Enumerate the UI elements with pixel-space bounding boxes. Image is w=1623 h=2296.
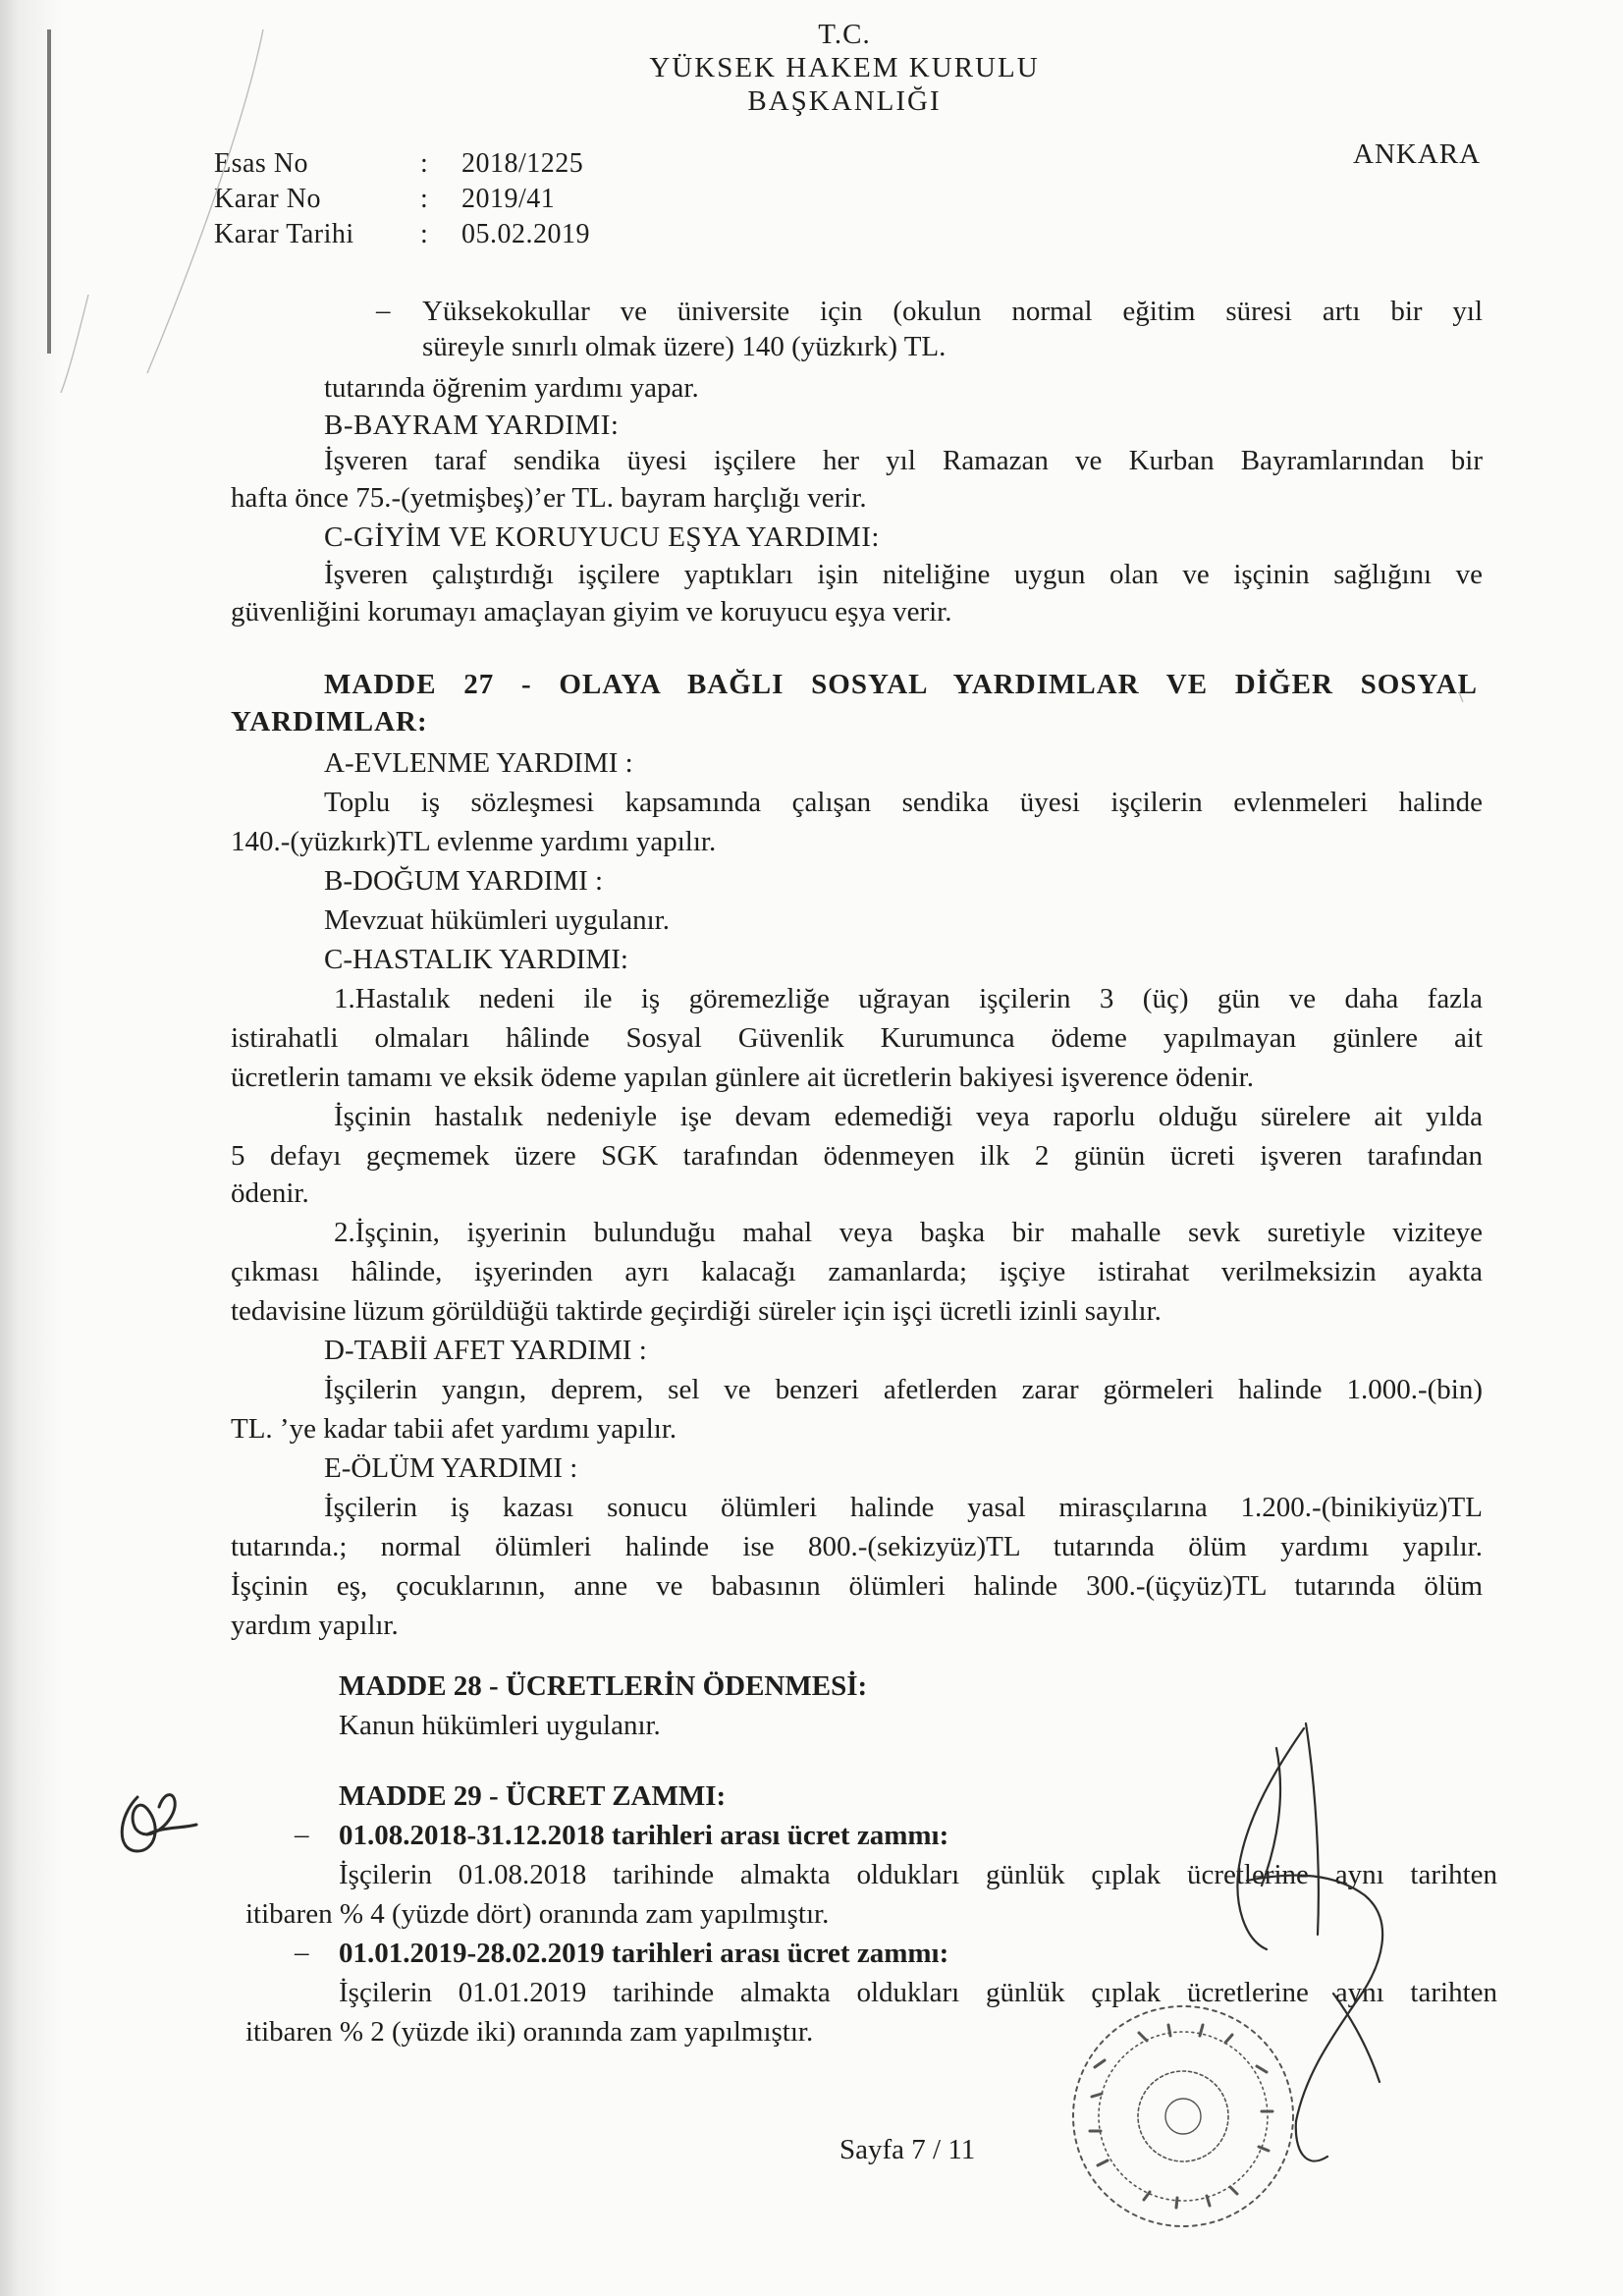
karar-tarihi-label: Karar Tarihi (214, 219, 354, 249)
article-heading: MADDE 29 - ÜCRET ZAMMI: (339, 1780, 727, 1812)
section-heading: C-GİYİM VE KORUYUCU EŞYA YARDIMI: (324, 521, 880, 553)
body-line: süreyle sınırlı olmak üzere) 140 (yüzkırk) TL. (422, 331, 947, 362)
body-line: 1.Hastalık nedeni ile iş göremezliğe uğrayan işçilerin 3 (üç) gün ve daha fazla (334, 983, 1483, 1014)
body-line: İşçilerin iş kazası sonucu ölümleri halinde yasal mirasçılarına 1.200.-(binikiyüz)TL (324, 1492, 1483, 1523)
article-heading: MADDE 27 - OLAYA BAĞLI SOSYAL YARDIMLAR VE DİĞER SOSYAL (324, 669, 1478, 700)
bullet-dash: – (376, 295, 391, 326)
meta-separator: : (420, 148, 429, 179)
header-city: ANKARA (1353, 138, 1482, 170)
section-heading: A-EVLENME YARDIMI : (324, 747, 633, 779)
meta-separator: : (420, 184, 429, 214)
body-line: istirahatli olmaları hâlinde Sosyal Güvenlik Kurumunca ödeme yapılmayan günlere ait (231, 1022, 1483, 1054)
body-line: yardım yapılır. (231, 1610, 399, 1641)
body-line: TL. ’ye kadar tabii afet yardımı yapılır. (231, 1413, 677, 1445)
section-heading: E-ÖLÜM YARDIMI : (324, 1452, 578, 1484)
body-line: itibaren % 2 (yüzde iki) oranında zam yapılmıştır. (245, 2016, 814, 2048)
karar-tarihi-value: 05.02.2019 (461, 219, 590, 249)
esas-no-value: 2018/1225 (461, 148, 584, 179)
body-line: İşçilerin yangın, deprem, sel ve benzeri afetlerden zarar görmeleri halinde 1.000.-(bin) (324, 1374, 1483, 1405)
body-line: İşveren taraf sendika üyesi işçilere her yıl Ramazan ve Kurban Bayramlarından bir (324, 445, 1483, 476)
bullet-dash: – (295, 1819, 309, 1850)
body-line: İşçilerin 01.01.2019 tarihinde almakta oldukları günlük çıplak ücretlerine aynı tarihten (339, 1977, 1497, 2008)
meta-separator: : (420, 219, 429, 249)
body-line: İşçilerin 01.08.2018 tarihinde almakta oldukları günlük çıplak ücretlerine aynı tarihten (339, 1859, 1497, 1890)
body-line: 140.-(yüzkırk)TL evlenme yardımı yapılır. (231, 826, 717, 857)
body-line: tutarında öğrenim yardımı yapar. (324, 372, 699, 404)
section-heading: C-HASTALIK YARDIMI: (324, 944, 628, 975)
margin-pencil-marks (61, 29, 1463, 702)
body-line: 5 defayı geçmemek üzere SGK tarafından ödenmeyen ilk 2 günün ücreti işveren tarafından (231, 1140, 1483, 1172)
header-department: BAŞKANLIĞI (747, 85, 942, 117)
karar-no-value: 2019/41 (461, 184, 556, 214)
body-line: Kanun hükümleri uygulanır. (339, 1710, 661, 1741)
article-heading: YARDIMLAR: (231, 706, 428, 738)
body-line: İşçinin hastalık nedeniyle işe devam edemediği veya raporlu olduğu sürelere ait yılda (334, 1101, 1483, 1132)
body-line: ücretlerin tamamı ve eksik ödeme yapılan günlere ait ücretlerin bakiyesi işverence ödenir. (231, 1062, 1254, 1093)
article-heading: MADDE 28 - ÜCRETLERİN ÖDENMESİ: (339, 1670, 868, 1702)
body-line: İşveren çalıştırdığı işçilere yaptıkları işin niteliğine uygun olan ve işçinin sağlığını ve (324, 559, 1483, 590)
subsection-heading: 01.08.2018-31.12.2018 tarihleri arası ücret zammı: (339, 1820, 949, 1851)
subsection-heading: 01.01.2019-28.02.2019 tarihleri arası ücret zammı: (339, 1938, 949, 1969)
body-line: güvenliğini korumayı amaçlayan giyim ve koruyucu eşya verir. (231, 596, 952, 628)
section-heading: B-BAYRAM YARDIMI: (324, 410, 620, 441)
body-line: hafta önce 75.-(yetmişbeş)’er TL. bayram harçlığı verir. (231, 482, 867, 514)
official-stamp (1073, 2006, 1293, 2226)
body-line: Toplu iş sözleşmesi kapsamında çalışan sendika üyesi işçilerin evlenmeleri halinde (324, 787, 1483, 818)
header-tc: T.C. (818, 19, 871, 50)
body-line: ödenir. (231, 1177, 309, 1209)
section-heading: B-DOĞUM YARDIMI : (324, 865, 604, 897)
esas-no-label: Esas No (214, 148, 309, 179)
body-line: tutarında.; normal ölümleri halinde ise 800.-(sekizyüz)TL tutarında ölüm yardımı yapılır. (231, 1531, 1483, 1562)
body-line: Yüksekokullar ve üniversite için (okulun normal eğitim süresi artı bir yıl (422, 296, 1483, 327)
page-number: Sayfa 7 / 11 (839, 2134, 976, 2165)
body-line: Mevzuat hükümleri uygulanır. (324, 904, 670, 936)
handwritten-initial-mark (122, 1795, 196, 1851)
body-line: çıkması hâlinde, işyerinden ayrı kalacağı zamanlarda; işçiye istirahat verilmeksizin ayakta (231, 1256, 1483, 1287)
bullet-dash: – (295, 1937, 309, 1968)
header-institution: YÜKSEK HAKEM KURULU (649, 52, 1040, 83)
body-line: 2.İşçinin, işyerinin bulunduğu mahal veya başka bir mahalle sevk suretiyle viziteye (334, 1217, 1483, 1248)
handwritten-signature (1237, 1723, 1382, 2161)
body-line: İşçinin eş, çocuklarının, anne ve babasının ölümleri halinde 300.-(üçyüz)TL tutarında ölüm (231, 1570, 1483, 1602)
body-line: itibaren % 4 (yüzde dört) oranında zam yapılmıştır. (245, 1898, 830, 1930)
body-line: tedavisine lüzum görüldüğü taktirde geçirdiği süreler için işçi ücretli izinli sayılır. (231, 1295, 1162, 1327)
section-heading: D-TABİİ AFET YARDIMI : (324, 1335, 647, 1366)
karar-no-label: Karar No (214, 184, 321, 214)
